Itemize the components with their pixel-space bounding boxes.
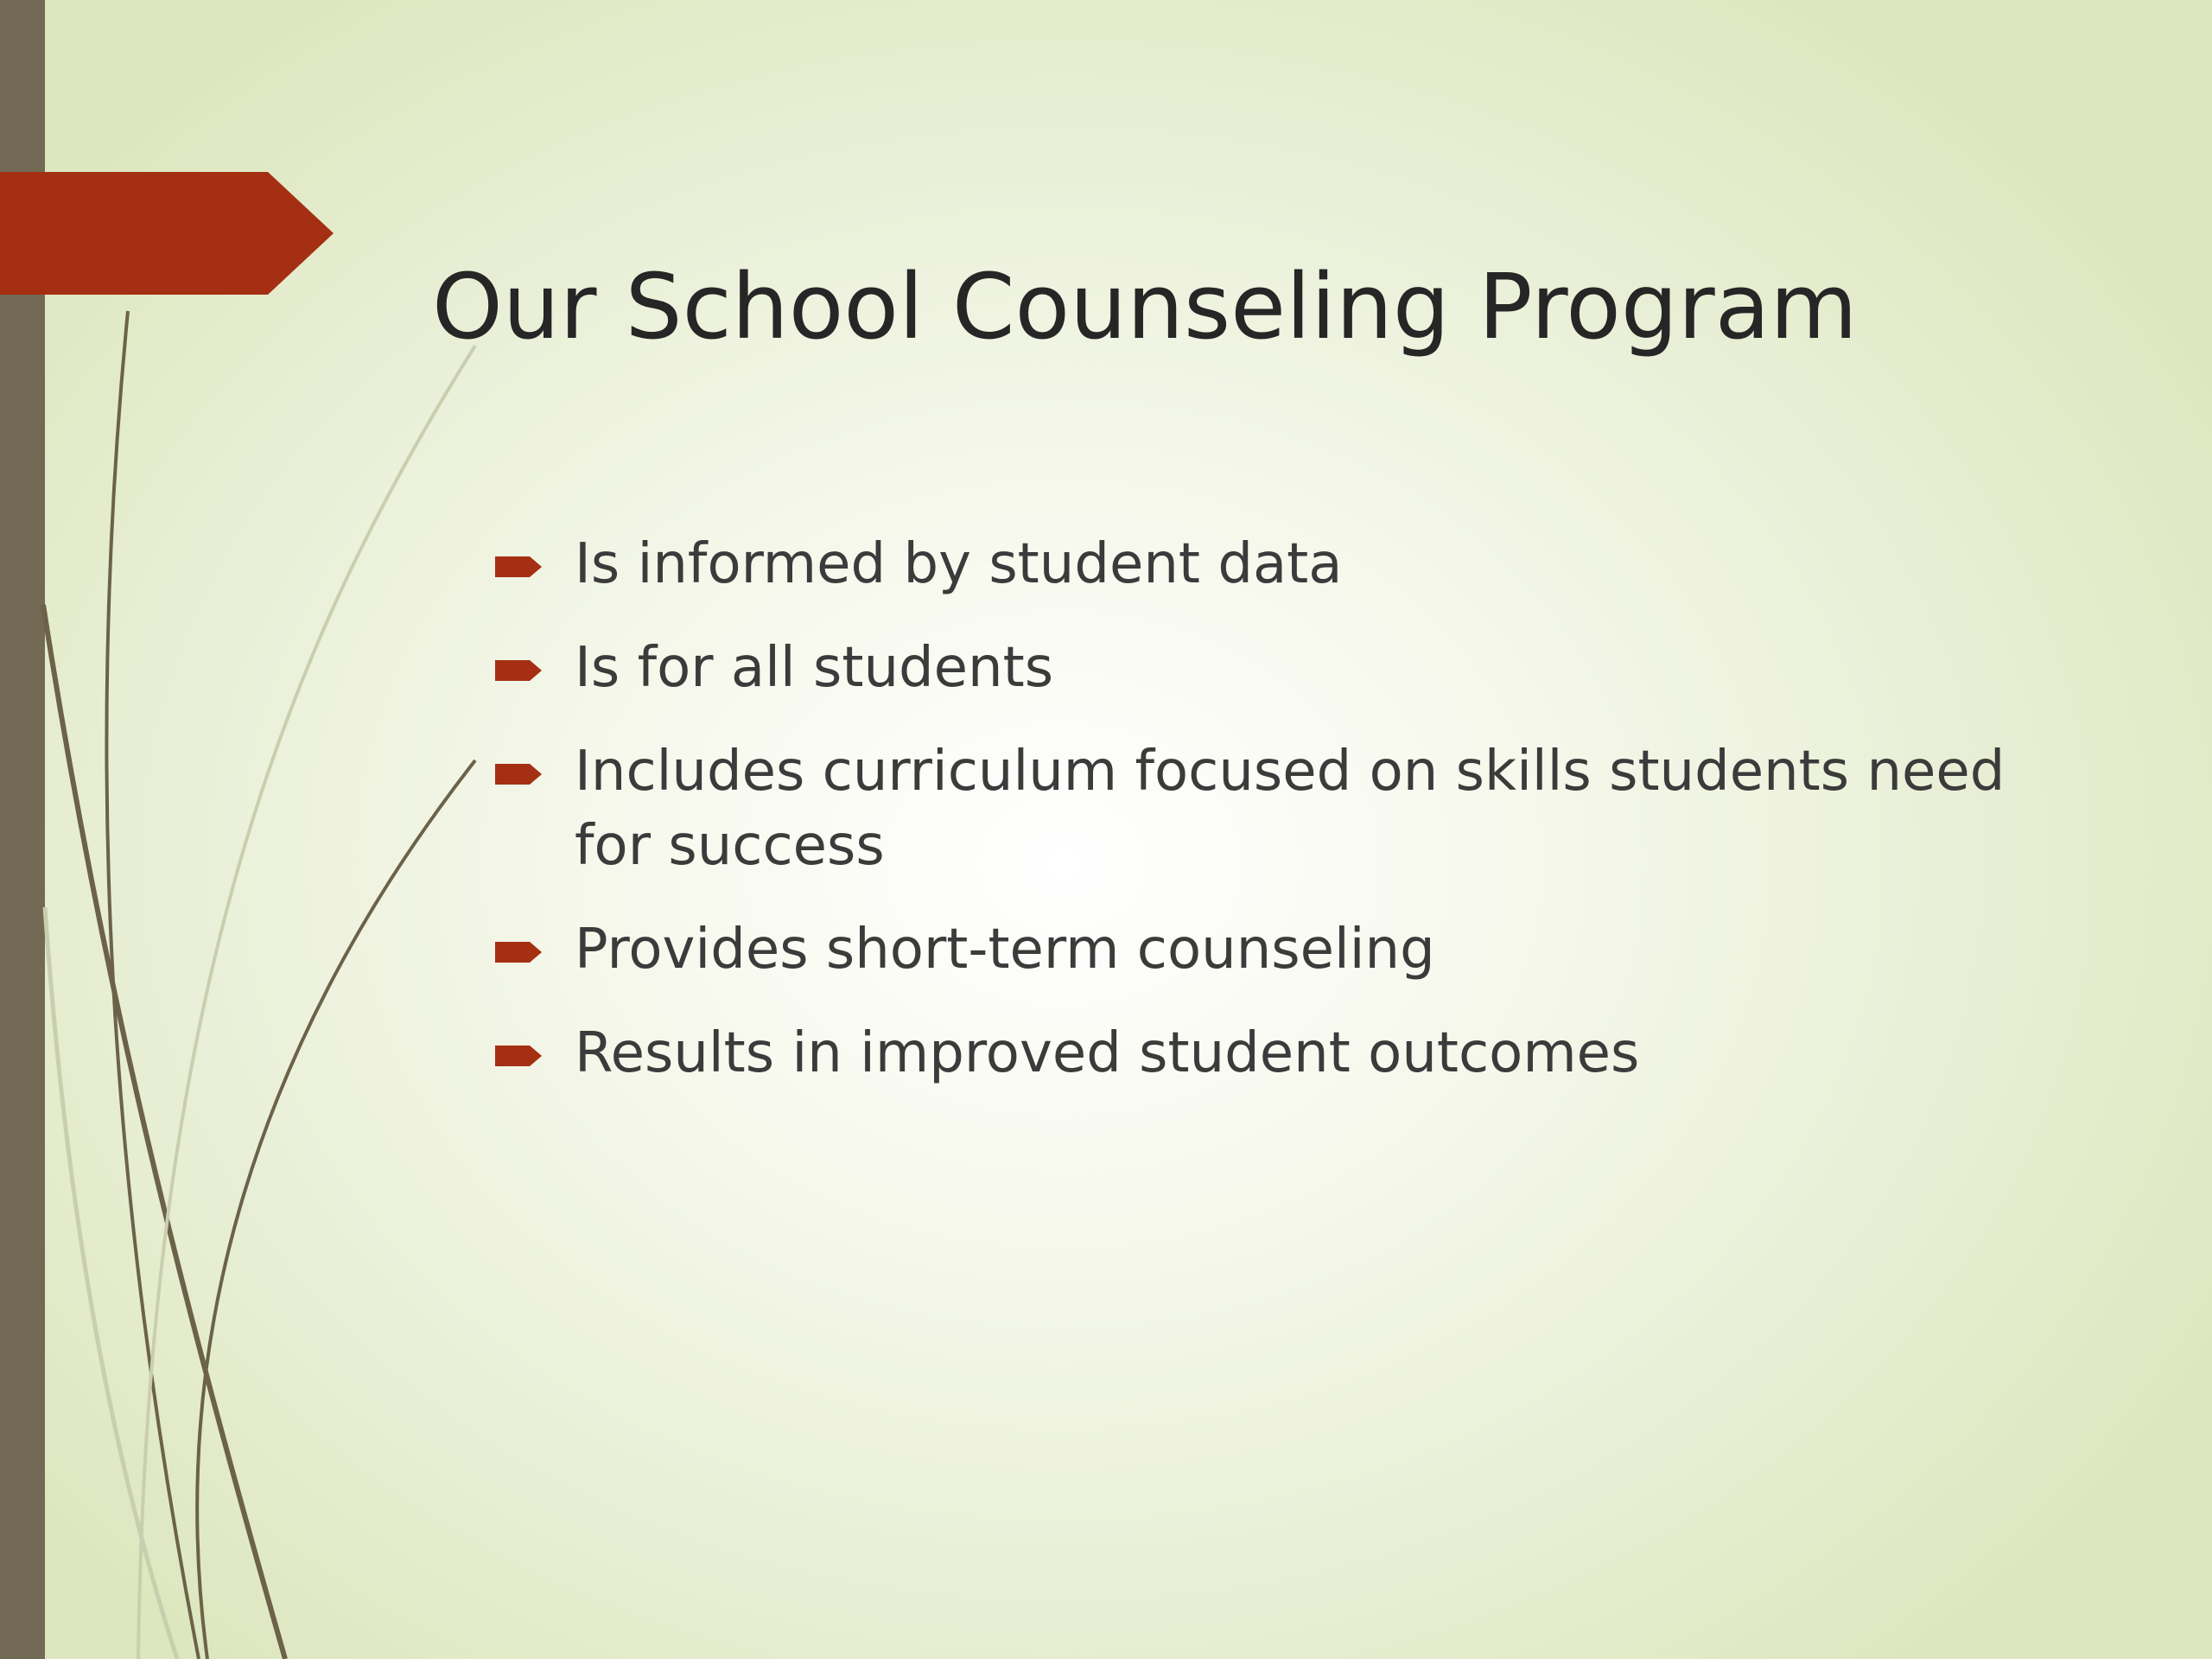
arrow-bullet-icon — [495, 938, 542, 966]
bullet-item — [488, 631, 2009, 705]
bullet-item — [488, 912, 2009, 987]
bullet-text: Is for all students — [575, 636, 1054, 700]
bullet-list — [488, 527, 2009, 1120]
bullet-item — [488, 527, 2009, 601]
slide-title: Our School Counseling Program — [432, 254, 1858, 359]
arrow-bullet-icon — [495, 657, 542, 684]
title-flag-shape — [0, 172, 334, 295]
bullet-text: Results in improved student outcomes — [575, 1021, 1640, 1085]
bullet-item — [488, 1016, 2009, 1090]
bullet-item — [488, 734, 2009, 883]
arrow-bullet-icon — [495, 553, 542, 581]
bullet-text: Provides short-term counseling — [575, 918, 1435, 982]
arrow-bullet-icon — [495, 1042, 542, 1070]
arrow-bullet-icon — [495, 760, 542, 788]
bullet-text: Is informed by student data — [575, 532, 1343, 596]
bullet-text: Includes curriculum focused on skills students need for success — [575, 740, 2005, 878]
